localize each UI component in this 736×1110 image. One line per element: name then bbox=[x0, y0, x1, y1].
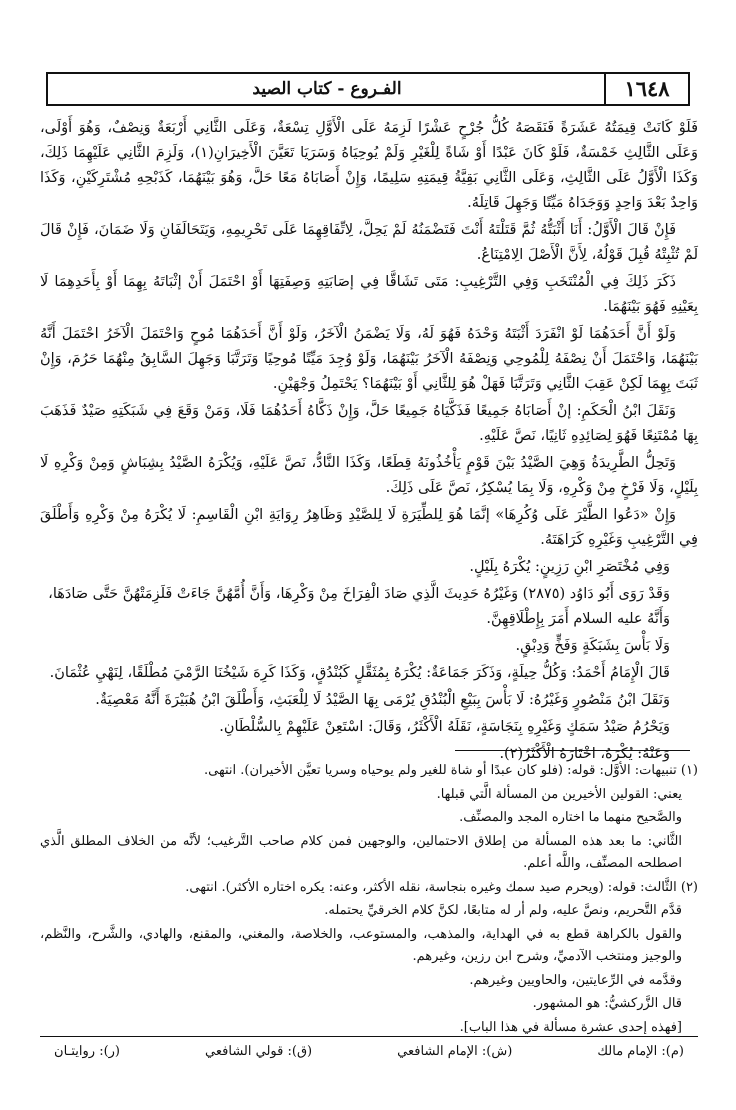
footnote-separator bbox=[455, 750, 690, 751]
paragraph: وَلَوْ أَنَّ أَحَدَهُمَا لَوْ انْفَرَدَ أَثْبَتَهُ وَحْدَهُ فَهُوَ لَهُ، وَلَا يَضْمَنُ الْآخَرُ، وَلَوْ أَنَّ أَحَدَهُمَا مُوحٍ وَاحْتَمَلَ الْآخَرُ احْتَمَلَ أَنَّهُ بَيْنَهُمَا، وَاحْتَمَلَ أَنْ نِصْفَهُ لِلْمُوحِي وَنِصْفَهُ الْآخَرُ بَيْنَهُمَا، وَلَوْ وُجِدَ مَيِّتًا مُوحِيًا وَتَرَتَّبَا وَجَهِلَ السَّابِقُ مِنْهُمَا حَرُمَ، وَإِنْ ثَبَتَ بِهِمَا لَكِنْ عَقِبَ الثَّانِي وَتَرَتَّبَا فَهَلْ هُوَ لِلثَّانِي أَوْ بَيْنَهُمَا؟ يَحْتَمِلُ وَجْهَيْنِ. bbox=[40, 326, 698, 392]
sub-line: وَفِي مُخْتَصَرِ ابْنِ رَزِينٍ: يُكْرَهُ بِلَيْلٍ. bbox=[469, 559, 670, 575]
legend-shafii: (ش): الإمام الشافعي bbox=[397, 1044, 513, 1059]
page-header bbox=[46, 72, 690, 106]
paragraph: وَنَقَلَ ابْنُ الْحَكَمِ: إنْ أَصَابَاهُ جَمِيعًا فَذَكَّيَاهُ جَمِيعًا حَلَّ، وَإِنْ ذَكَّاهُ أَحَدُهُمَا فَلَا، وَمَنْ وَقَعَ فِي شَبَكَتِهِ صَيْدٌ فَذَهَبَ بِهَا مُمْتَنِعًا فَهُوَ لِصَائِدِهِ ثَانِيًا، نَصَّ عَلَيْهِ. bbox=[40, 403, 698, 444]
footnote-line: والصَّحيح منهما ما اختاره المجد والمصنِّف. bbox=[459, 810, 682, 825]
paragraph: وَإِنْ «دَعُوا الطَّيْرَ عَلَى وُكُرِهَا» إنَّمَا هُوَ لِلطِّيَرَةِ لَا لِلصَّيْدِ وَظَاهِرُ رِوَايَةِ ابْنِ الْقَاسِمِ: لَا يُكْرَهُ مِنْ وَكْرِهِ وَأَطْلَقَ فِي التَّرْغِيبِ وَغَيْرِهِ كَرَاهَتَهُ. bbox=[40, 507, 698, 548]
sub-line: وَنَقَلَ ابْنُ مَنْصُورٍ وَغَيْرُهُ: لَا بَأْسَ بِبَيْعِ الْبُنْدُقِ يُرْمَى بِهَا الصَّيْدُ لَا لِلْعَبَثِ، وَأَطْلَقَ ابْنُ هُبَيْرَةَ أَنَّهُ مَعْصِيَةٌ. bbox=[95, 692, 670, 708]
running-title: الفـروع - كتاب الصيد bbox=[252, 79, 402, 99]
legend-shafii-two: (ق): قولي الشافعي bbox=[205, 1044, 313, 1059]
paragraph: وَتَحِلُّ الطَّرِيدَةُ وَهِيَ الصَّيْدُ بَيْنَ قَوْمٍ يَأْخُذُونَهُ قِطَعًا، وَكَذَا النَّادُّ، نَصَّ عَلَيْهِ، وَيُكْرَهُ الصَّيْدُ بِشِبَاشٍ وَمِنْ وَكْرِهِ لَا بِلَيْلٍ، وَلَا فَرْخٍ مِنْ وَكْرِهِ، وَلَا بِمَا يُسْكِرُ، نَصَّ عَلَى ذَلِكَ. bbox=[40, 455, 698, 496]
footnote-line: (٢) الثَّالث: قوله: (ويحرم صيد سمك وغيره بنجاسة، نقله الأكثر، وعنه: يكره اختاره الأكثر). انتهى. bbox=[185, 879, 698, 895]
footnote-line: (١) تنبيهات: الأوَّل: قوله: (فلو كان عبدًا أو شاة للغير ولم يوحياه وسريا تعيَّن الأخيران). انتهى. bbox=[204, 763, 698, 778]
footnote-line: قدَّم التَّحريم، ونصَّ عليه، ولم أر له متابعًا، لكنَّ كلام الخرقيِّ يحتمله. bbox=[324, 903, 682, 918]
footnote-line: والقول بالكراهة قطع به في الهداية، والمذهب، والمستوعب، والخلاصة، والمغني، والمقنع، والهادي، والشَّرح، والنَّظم، والوجيز ومنتخب الآدميِّ، وشرح ابن رزين، وغيرهم. bbox=[40, 926, 682, 964]
footnote-line: الثَّاني: ما بعد هذه المسألة من إطلاق الاحتمالين، والوجهين فمن كلام صاحب التَّرغيب؛ لأنَّه من الخلاف المطلق الَّذي اصطلحه المصنِّف، واللَّه أعلم. bbox=[40, 833, 682, 871]
footnote-line: يعني: القولين الأخيرين من المسألة الَّتي قبلها. bbox=[436, 786, 682, 802]
sub-line: وَعَنْهُ: يُكْرَهُ، اخْتَارَهُ الْأَكْثَرُ(٢). bbox=[499, 746, 670, 762]
main-text bbox=[40, 116, 698, 769]
abbreviation-legend bbox=[40, 1036, 698, 1066]
footnote-line: قال الزَّركشيُّ: هو المشهور. bbox=[532, 996, 682, 1011]
sub-line: وَقَدْ رَوَى أَبُو دَاوُد (٢٨٧٥) وَغَيْرُهُ حَدِيثَ الَّذِي صَادَ الْفِرَاخَ مِنْ وَكْرِهَا، وَأَنَّ أُمَّهُنَّ جَاءَتْ فَلَزِمَتْهُنَّ حَتَّى صَادَهَا، وَأَنَّهُ عليه السلام أَمَرَ بِإِطْلَاقِهِنَّ. bbox=[48, 586, 670, 627]
legend-malik: (م): الإمام مالك bbox=[597, 1044, 684, 1059]
footnote-line: وقدَّمه في الرِّعايتين، والحاويين وغيرهم. bbox=[469, 972, 682, 988]
sub-line: وَلَا بَأْسَ بِشَبَكَةٍ وَفَخٍّ وَدِبْقٍ. bbox=[515, 638, 670, 654]
page-number: ١٦٤٨ bbox=[604, 74, 688, 104]
sub-line: قَالَ الْإِمَامُ أَحْمَدُ: وَكُلُّ حِيلَةٍ، وَذَكَرَ جَمَاعَةٌ: يُكْرَهُ بِمُثَقَّلٍ كَبُنْدُقٍ، وَكَذَا كَرِهَ شَيْخُنَا الرَّمْيَ مُطْلَقًا، لِنَهْيِ عُثْمَانَ. bbox=[49, 665, 670, 681]
paragraph: فَلَوْ كَانَتْ قِيمَتُهُ عَشَرَةً فَنَقَصَهُ كُلُّ جُرْحٍ عَشْرًا لَزِمَهُ عَلَى الْأَوَّلِ تِسْعَةٌ، وَعَلَى الثَّانِي أَرْبَعَةٌ وَنِصْفٌ، وَهُوَ أَوْلَى، وَعَلَى الثَّالِثِ خَمْسَةٌ، فَلَوْ كَانَ عَبْدًا أَوْ شَاةً لِلْغَيْرِ وَلَمْ يُوحِيَاهُ وَسَرَيَا تَعَيَّنَ الْأَخِيرَانِ(١)، وَلَزِمَ الثَّانِي عَلَيْهِمَا ذَلِكَ، وَكَذَا الْأَوَّلُ عَلَى الثَّالِثِ، وَعَلَى الثَّانِي بَقِيَّةُ قِيمَتِهِ سَلِيمًا، وَإِنْ أَصَابَاهُ مَعًا حَلَّ، وَهُوَ بَيْنَهُمَا، كَذَبْحِهِ مُشْتَرِكَيْنِ، وَكَذَا وَاحِدٌ بَعْدَ وَاحِدٍ وَوَجَدَاهُ مَيِّتًا وَجَهِلَ قَاتِلَهُ. bbox=[40, 120, 698, 211]
footnote-line: [فهذه إحدى عشرة مسألة في هذا الباب]. bbox=[459, 1019, 682, 1035]
sub-line: وَيَحْرُمُ صَيْدُ سَمَكٍ وَغَيْرِهِ بِنَجَاسَةٍ، نَقَلَهُ الْأَكْثَرُ، وَقَالَ: اسْتَعِنْ عَلَيْهِمْ بِالسُّلْطَانِ. bbox=[219, 719, 670, 735]
paragraph: ذَكَرَ ذَلِكَ فِي الْمُنْتَخَبِ وَفِي التَّرْغِيبِ: مَتَى تَشَاقَّا فِي إصَابَتِهِ وَصِفَتِهَا أَوْ احْتَمَلَ أَنْ إثْبَاتَهُ بِهِمَا أَوْ بِأَحَدِهِمَا لَا بِعَيْنِهِ فَهُوَ بَيْنَهُمَا. bbox=[40, 274, 698, 315]
footnotes bbox=[40, 760, 698, 1040]
paragraph: فَإِنْ قَالَ الْأَوَّلُ: أَنَا أَثْبَتُّهُ ثُمَّ قَتَلْتَهُ أَنْتَ فَتَضْمَنُهُ لَمْ يَحِلَّ، لِاتِّفَاقِهِمَا عَلَى تَحْرِيمِهِ، وَيَتَحَالَفَانِ وَلَا ضَمَانَ، فَإِنْ قَالَ لَمْ تُثْبِتْهُ قُبِلَ قَوْلُهُ، لِأَنَّ الْأَصْلَ الِامْتِنَاعُ. bbox=[40, 222, 698, 263]
legend-two-narrations: (ر): روايتـان bbox=[54, 1044, 120, 1059]
